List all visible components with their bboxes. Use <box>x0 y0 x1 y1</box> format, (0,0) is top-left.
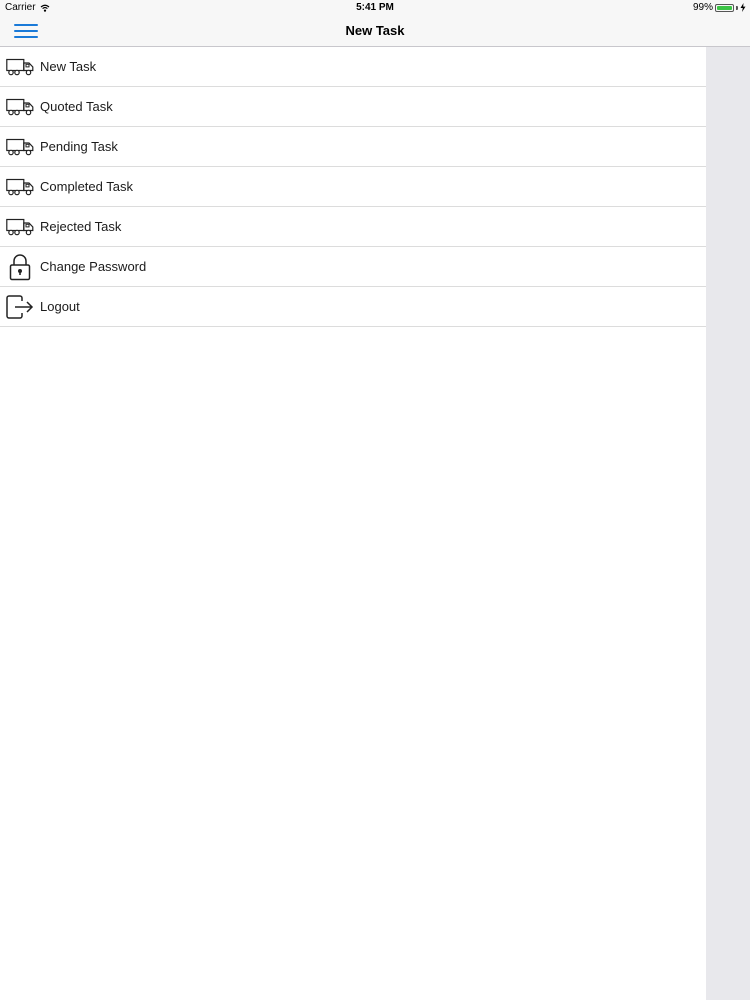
menu-item-logout[interactable] <box>0 287 706 327</box>
content-area <box>0 47 750 1000</box>
status-bar <box>0 0 750 16</box>
menu-item-label: New Task <box>40 59 97 74</box>
menu-item-new-task[interactable] <box>0 47 706 87</box>
menu-item-label: Completed Task <box>40 179 133 194</box>
menu-item-rejected-task[interactable] <box>0 207 706 247</box>
lock-icon <box>6 253 34 281</box>
menu-item-label: Logout <box>40 299 80 314</box>
carrier-label: Carrier <box>5 2 36 13</box>
menu-item-label: Change Password <box>40 259 147 274</box>
truck-icon <box>6 93 34 121</box>
navigation-bar <box>0 16 750 47</box>
side-menu <box>0 47 706 1000</box>
truck-icon <box>6 53 34 81</box>
background-screen-strip[interactable] <box>706 47 750 1000</box>
menu-item-completed-task[interactable] <box>0 167 706 207</box>
status-time: 5:41 PM <box>356 2 394 13</box>
battery-tip <box>736 6 738 10</box>
charging-bolt-icon <box>740 3 746 12</box>
battery-fill <box>717 6 732 10</box>
menu-item-pending-task[interactable] <box>0 127 706 167</box>
battery-icon <box>715 4 734 12</box>
menu-item-label: Pending Task <box>40 139 118 154</box>
status-right <box>693 2 746 13</box>
battery-percent: 99% <box>692 2 713 13</box>
menu-item-quoted-task[interactable] <box>0 87 706 127</box>
truck-icon <box>6 213 34 241</box>
truck-icon <box>6 133 34 161</box>
logout-icon <box>6 293 34 321</box>
menu-item-label: Rejected Task <box>40 219 122 234</box>
truck-icon <box>6 173 34 201</box>
menu-item-change-password[interactable] <box>0 247 706 287</box>
menu-item-label: Quoted Task <box>40 99 113 114</box>
page-title: New Task <box>345 23 405 38</box>
